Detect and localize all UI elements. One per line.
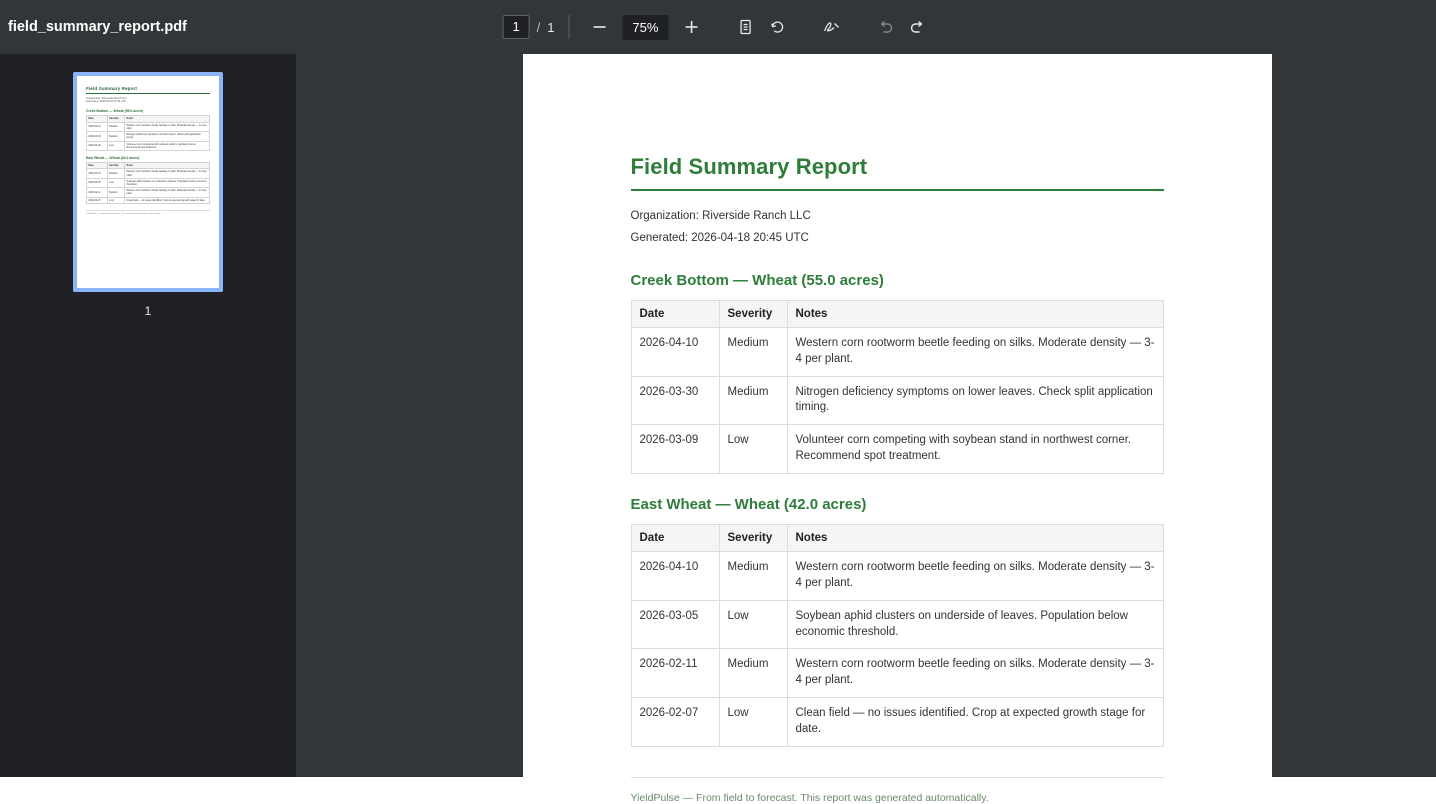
cell-date: 2026-03-09: [631, 425, 719, 474]
pdf-page: [523, 54, 1272, 804]
rotate-icon: [768, 18, 786, 36]
thumb-title-rule: [86, 93, 210, 94]
title-rule: [631, 189, 1164, 191]
section-heading-creek-bottom: Creek Bottom — Wheat (55.0 acres): [630, 271, 884, 289]
cell-date: 2026-02-07: [631, 698, 719, 747]
annotate-button[interactable]: [815, 11, 847, 43]
section-heading-east-wheat: East Wheat — Wheat (42.0 acres): [630, 496, 867, 513]
rotate-button[interactable]: [761, 11, 793, 43]
cell-severity: Medium: [719, 552, 787, 601]
table-row: [631, 698, 1163, 747]
zoom-level-display[interactable]: 75%: [622, 15, 668, 40]
cell-date: 2026-03-05: [631, 600, 719, 649]
column-header-date: Date: [631, 525, 719, 552]
page-navigation: [503, 15, 555, 39]
generated-line: Generated: 2026-04-18 20:45 UTC: [630, 232, 809, 245]
column-header-notes: Notes: [787, 525, 1163, 552]
toolbar-divider-1: [568, 15, 569, 39]
cell-date: 2026-03-30: [631, 376, 719, 425]
fit-page-button[interactable]: [729, 11, 761, 43]
page-separator: /: [536, 19, 541, 35]
thumb-footer: YieldPulse — From field to forecast. This report was generated automatically.: [86, 210, 210, 215]
thumb-col-severity: Severity: [107, 116, 124, 122]
page-title: Field Summary Report: [630, 154, 868, 179]
table-row: [631, 649, 1163, 698]
cell-date: 2026-04-10: [631, 327, 719, 376]
thumbnail-page-label: 1: [144, 304, 152, 318]
file-name-label: field_summary_report.pdf: [8, 19, 187, 35]
undo-button[interactable]: [869, 11, 901, 43]
document-footer: YieldPulse — From field to forecast. This report was generated automatically.: [630, 791, 989, 804]
document-viewer[interactable]: [296, 54, 1436, 804]
cell-severity: Low: [719, 425, 787, 474]
column-header-notes: Notes: [787, 300, 1163, 327]
thumb-col-notes: Notes: [125, 116, 210, 122]
table-row: [631, 376, 1163, 425]
zoom-out-button[interactable]: [583, 11, 615, 43]
thumb-table-row: 2026-04-10 Medium Western corn rootworm beetle feeding on silks. Moderate density — 3-4 per plant.: [87, 169, 210, 178]
fit-page-icon: [736, 18, 754, 36]
redo-button[interactable]: [901, 11, 933, 43]
thumb-table-row: 2026-03-05 Low Soybean aphid clusters on underside of leaves. Population below economic threshold.: [87, 178, 210, 187]
thumbnail-page-1[interactable]: [73, 72, 223, 292]
cell-severity: Medium: [719, 649, 787, 698]
toolbar-center-controls: [503, 11, 934, 43]
cell-date: 2026-02-11: [631, 649, 719, 698]
column-header-date: Date: [631, 300, 719, 327]
cell-notes: Western corn rootworm beetle feeding on silks. Moderate density — 3-4 per plant.: [787, 327, 1163, 376]
cell-notes: Nitrogen deficiency symptoms on lower leaves. Check split application timing.: [787, 376, 1163, 425]
column-header-severity: Severity: [719, 300, 787, 327]
table-row: [631, 552, 1163, 601]
table-row: [631, 425, 1163, 474]
cell-severity: Medium: [719, 376, 787, 425]
thumb-table-2: Date Severity Notes 2026-04-10 Medium Western corn rootworm beetle feeding on silks. Moderate density — 3-4 per plant. 2026-03-05 Low Soybean aphid clusters on underside of leaves. Population below economic threshold. 2026-02-11 Medium Western corn rootworm beetle feeding on silks. Moderate density — 3-4 per plant. 2026-02-07 Low Clean field — no issues identified. Crop at expected growth stage for date.: [86, 162, 210, 204]
table-header-row: [631, 300, 1163, 327]
undo-icon: [876, 18, 894, 36]
thumb-generated: Generated: 2026-04-18 20:45 UTC: [86, 100, 127, 104]
cell-notes: Clean field — no issues identified. Crop at expected growth stage for date.: [787, 698, 1163, 747]
thumb-table-row: 2026-04-10 Medium Western corn rootworm beetle feeding on silks. Moderate density — 3-4 per plant.: [87, 122, 210, 131]
thumb-org: Organization: Riverside Ranch LLC: [86, 96, 127, 100]
page-number-input[interactable]: 1: [503, 15, 530, 39]
thumb-table-row: 2026-02-07 Low Clean field — no issues identified. Crop at expected growth stage for date.: [87, 197, 210, 203]
section-table-creek-bottom: [631, 300, 1164, 474]
annotate-pen-icon: [821, 18, 841, 36]
thumb-title: Field Summary Report: [86, 86, 138, 91]
minus-icon: [591, 19, 607, 35]
cell-notes: Volunteer corn competing with soybean stand in northwest corner. Recommend spot treatment.: [787, 425, 1163, 474]
thumb-table-row: 2026-03-09 Low Volunteer corn competing with soybean stand in northwest corner. Recommend spot treatment.: [87, 141, 210, 150]
thumb-section-heading: Creek Bottom — Wheat (55.0 acres): [86, 109, 144, 114]
plus-icon: [683, 19, 699, 35]
page-count-label: 1: [547, 19, 555, 35]
pdf-toolbar: [0, 0, 1436, 54]
thumb-table-row: 2026-03-30 Medium Nitrogen deficiency symptoms on lower leaves. Check split application timing.: [87, 132, 210, 141]
cell-severity: Low: [719, 698, 787, 747]
zoom-in-button[interactable]: [675, 11, 707, 43]
column-header-severity: Severity: [719, 525, 787, 552]
section-table-east-wheat: [631, 524, 1164, 747]
cell-severity: Medium: [719, 327, 787, 376]
thumbnail-preview: [77, 76, 219, 288]
cell-notes: Soybean aphid clusters on underside of leaves. Population below economic threshold.: [787, 600, 1163, 649]
table-row: [631, 600, 1163, 649]
table-row: [631, 327, 1163, 376]
cell-notes: Western corn rootworm beetle feeding on silks. Moderate density — 3-4 per plant.: [787, 552, 1163, 601]
organization-line: Organization: Riverside Ranch LLC: [630, 210, 811, 222]
table-header-row: [631, 525, 1163, 552]
cell-date: 2026-04-10: [631, 552, 719, 601]
thumb-section-heading-2: East Wheat — Wheat (42.0 acres): [86, 156, 140, 160]
thumb-table: [86, 115, 210, 151]
thumbnail-sidebar: [0, 54, 296, 777]
thumb-col-date: Date: [87, 116, 108, 122]
cell-notes: Western corn rootworm beetle feeding on silks. Moderate density — 3-4 per plant.: [787, 649, 1163, 698]
cell-severity: Low: [719, 600, 787, 649]
thumb-table-row: 2026-02-11 Medium Western corn rootworm beetle feeding on silks. Moderate density — 3-4 per plant.: [87, 188, 210, 197]
redo-icon: [908, 18, 926, 36]
viewer-body: [0, 54, 1436, 804]
